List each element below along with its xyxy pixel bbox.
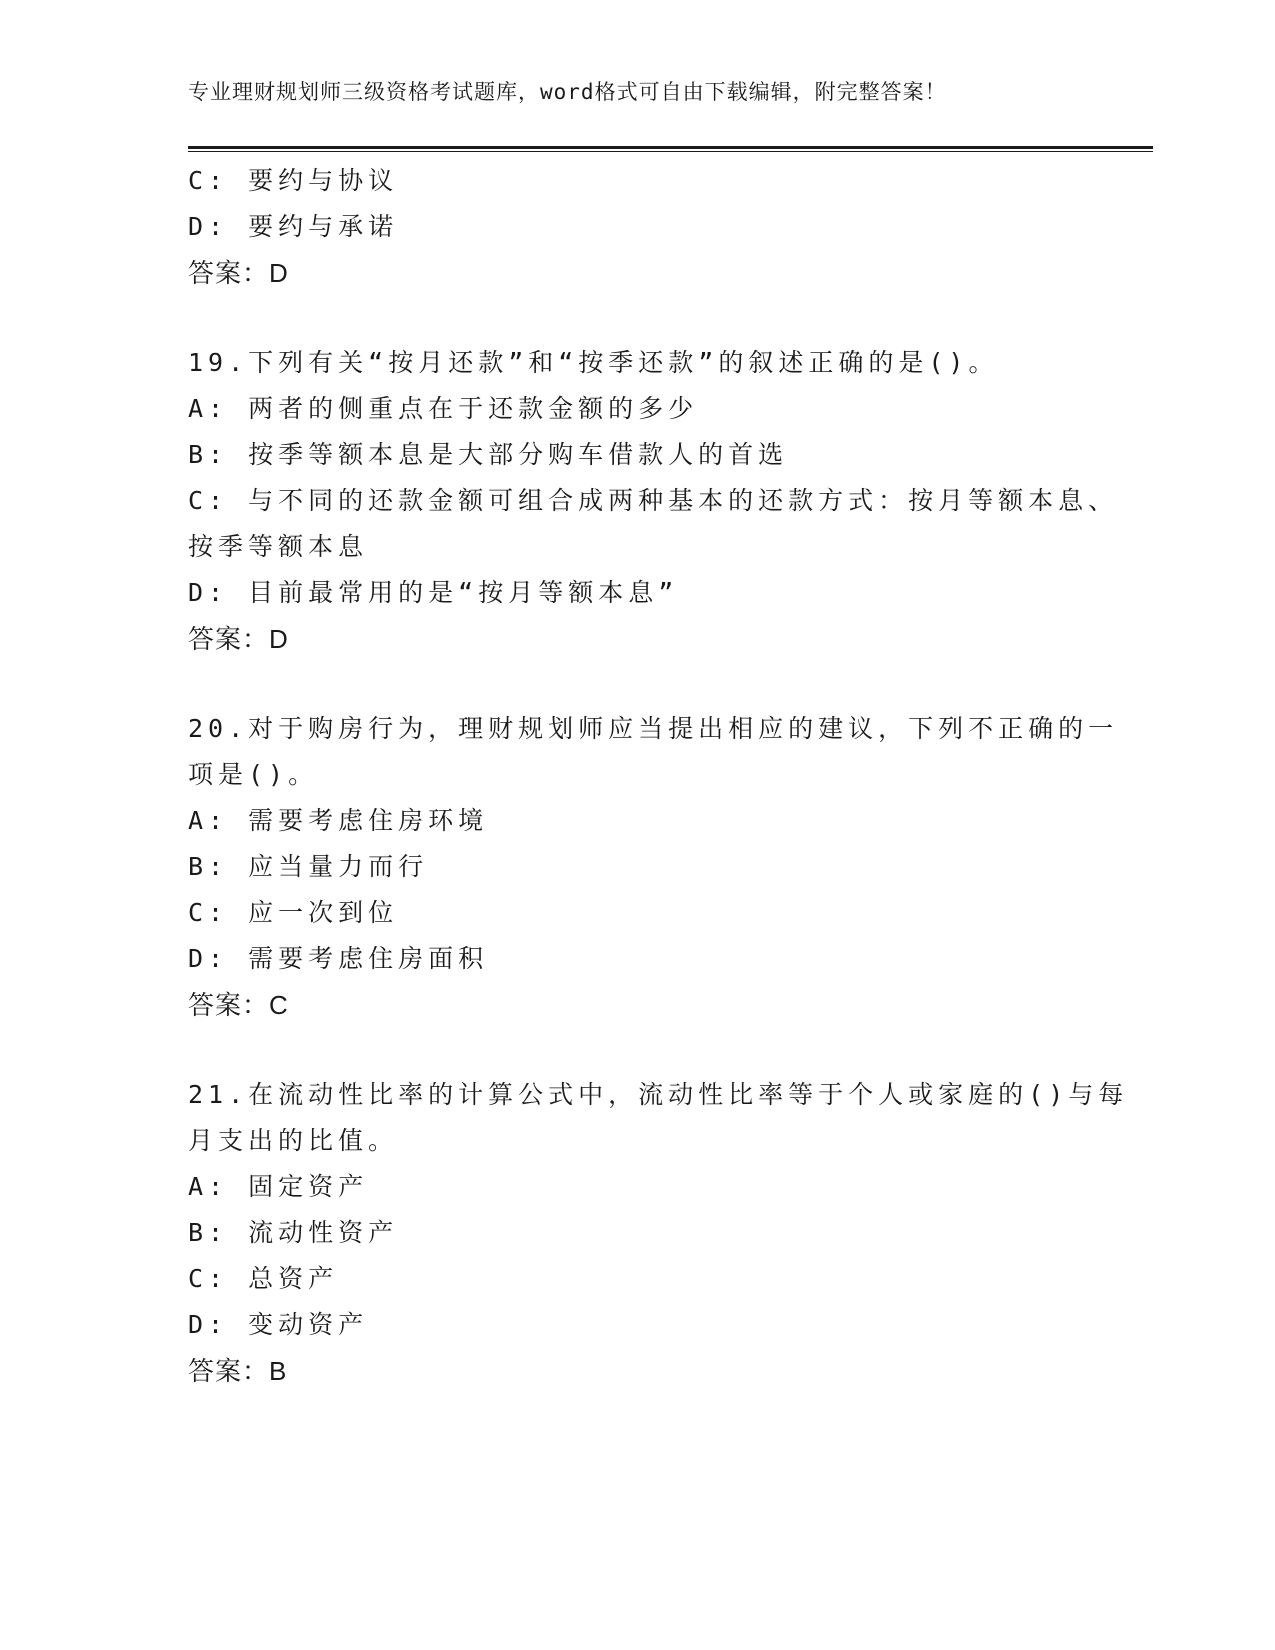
- spacer: [188, 1028, 1088, 1072]
- question-stem-continued: 项是()。: [188, 760, 319, 789]
- option-b: B: 流动性资产: [188, 1218, 399, 1247]
- spacer: [188, 662, 1088, 706]
- option-c: C: 要约与协议: [188, 166, 399, 195]
- option-a: A: 固定资产: [188, 1172, 369, 1201]
- question-stem: 21.在流动性比率的计算公式中，流动性比率等于个人或家庭的()与每: [188, 1080, 1129, 1109]
- option-c-continued: 按季等额本息: [188, 532, 369, 561]
- option-d: D: 变动资产: [188, 1310, 369, 1339]
- option-d: D: 要约与承诺: [188, 212, 399, 241]
- option-b: B: 应当量力而行: [188, 852, 429, 881]
- option-c: C: 与不同的还款金额可组合成两种基本的还款方式：按月等额本息、: [188, 486, 1119, 515]
- answer-line: 答案：D: [188, 624, 289, 654]
- option-c: C: 总资产: [188, 1264, 339, 1293]
- answer-line: 答案：C: [188, 990, 289, 1020]
- option-b: B: 按季等额本息是大部分购车借款人的首选: [188, 440, 789, 469]
- header-rule-thick: [188, 146, 1153, 149]
- question-stem-continued: 月支出的比值。: [188, 1126, 399, 1155]
- option-d: D: 目前最常用的是“按月等额本息”: [188, 578, 679, 607]
- option-a: A: 两者的侧重点在于还款金额的多少: [188, 394, 699, 423]
- question-content: [188, 158, 1129, 1394]
- header-rule-thin: [188, 151, 1153, 152]
- option-a: A: 需要考虑住房环境: [188, 806, 489, 835]
- answer-line: 答案：D: [188, 258, 289, 288]
- option-d: D: 需要考虑住房面积: [188, 944, 489, 973]
- page-header: 专业理财规划师三级资格考试题库，word格式可自由下载编辑，附完整答案！: [188, 80, 947, 104]
- question-stem: 19.下列有关“按月还款”和“按季还款”的叙述正确的是()。: [188, 348, 999, 377]
- question-stem: 20.对于购房行为，理财规划师应当提出相应的建议，下列不正确的一: [188, 714, 1119, 743]
- answer-line: 答案：B: [188, 1356, 288, 1386]
- spacer: [188, 296, 1088, 340]
- option-c: C: 应一次到位: [188, 898, 399, 927]
